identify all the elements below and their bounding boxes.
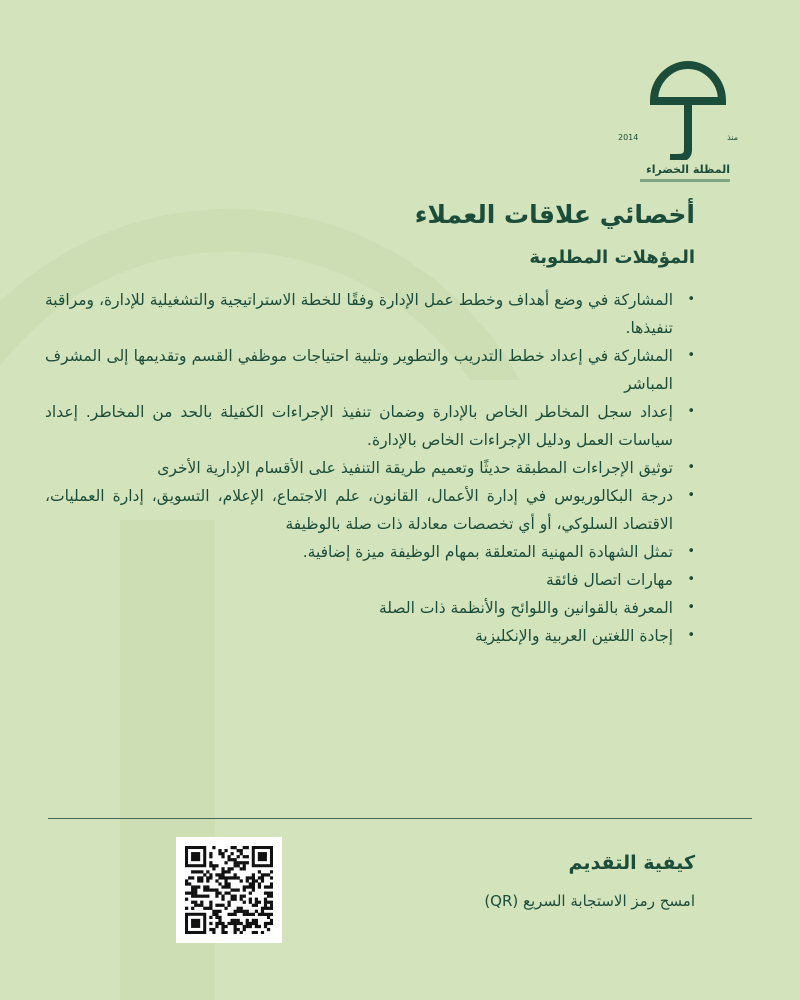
logo-name: المظلة الخضراء xyxy=(646,163,730,176)
brand-logo xyxy=(618,55,738,190)
job-title: أخصائي علاقات العملاء xyxy=(414,200,695,229)
bullet-icon: • xyxy=(687,628,695,643)
qr-code[interactable] xyxy=(176,837,282,943)
list-item: • توثيق الإجراءات المطبقة حديثًا وتعميم طريقة التنفيذ على الأقسام الإدارية الأخرى xyxy=(45,454,695,482)
qr-code-pattern xyxy=(185,846,273,934)
list-item: • المشاركة في وضع أهداف وخطط عمل الإدارة وفقًا للخطة الاستراتيجية والتشغيلية للإدارة، ومراقبة تنفيذها. xyxy=(45,286,695,342)
apply-title: كيفية التقديم xyxy=(568,852,695,874)
bullet-icon: • xyxy=(687,600,695,615)
list-item: • المعرفة بالقوانين واللوائح والأنظمة ذات الصلة xyxy=(45,594,695,622)
logo-tagline-line xyxy=(640,179,730,182)
bullet-icon: • xyxy=(687,488,695,503)
umbrella-logo-icon xyxy=(650,55,726,160)
bullet-icon: • xyxy=(687,404,695,419)
main-content xyxy=(45,200,695,650)
logo-year: 2014 xyxy=(618,133,639,142)
list-item: • تمثل الشهادة المهنية المتعلقة بمهام الوظيفة ميزة إضافية. xyxy=(45,538,695,566)
bullet-icon: • xyxy=(687,348,695,363)
list-item: • إجادة اللغتين العربية والإنكليزية xyxy=(45,622,695,650)
list-item: • المشاركة في إعداد خطط التدريب والتطوير وتلبية احتياجات موظفي القسم وتقديمها إلى المشرف المباشر xyxy=(45,342,695,398)
bullet-icon: • xyxy=(687,460,695,475)
section-divider xyxy=(48,818,752,819)
list-item: • إعداد سجل المخاطر الخاص بالإدارة وضمان تنفيذ الإجراءات الكفيلة بالحد من المخاطر. إعداد سياسات العمل ودليل الإجراءات الخاص بالإدارة. xyxy=(45,398,695,454)
qualifications-title: المؤهلات المطلوبة xyxy=(529,247,695,268)
qualifications-list xyxy=(45,286,695,650)
bullet-icon: • xyxy=(687,572,695,587)
bullet-icon: • xyxy=(687,544,695,559)
apply-instructions: امسح رمز الاستجابة السريع (QR) xyxy=(484,892,695,910)
list-item: • درجة البكالوريوس في إدارة الأعمال، القانون، علم الاجتماع، الإعلام، التسويق، إدارة العمليات، الاقتصاد السلوكي، أو أي تخصصات معادلة ذات صلة بالوظيفة xyxy=(45,482,695,538)
apply-section xyxy=(484,852,695,910)
logo-since-label: منذ xyxy=(727,133,738,142)
list-item: • مهارات اتصال فائقة xyxy=(45,566,695,594)
bullet-icon: • xyxy=(687,292,695,307)
